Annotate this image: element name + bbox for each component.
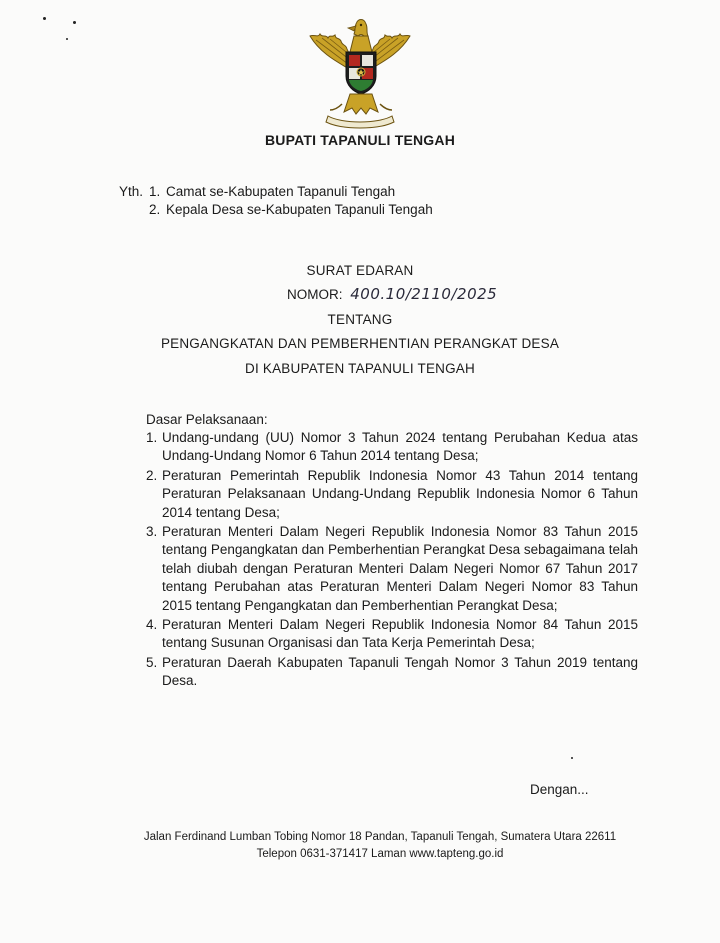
list-item-number: 3. <box>146 524 158 540</box>
continued-marker: Dengan... <box>530 782 589 797</box>
letter-type: SURAT EDARAN <box>306 263 414 278</box>
list-item-number: 1. <box>146 430 158 445</box>
list-item <box>146 467 638 522</box>
addressee-label: Yth. <box>119 184 144 199</box>
list-item-text: Peraturan Menteri Dalam Negeri Republik Indonesia Nomor 83 Tahun 2015 tentang Pengangkatan dan Pemberhentian Perangkat Desa sebagaimana telah telah diubah dengan Peraturan Menteri Dalam Negeri Nomor 67 Tahun 2017 tentang Perubahan atas Peraturan Menteri Dalam Negeri Nomor 83 Tahun 2015 tentang Pengangkatan dan Pemberhentian Perangkat Desa; <box>162 524 638 613</box>
addressee-text: Kepala Desa se-Kabupaten Tapanuli Tengah <box>166 202 433 217</box>
list-item-number: 4. <box>146 617 158 633</box>
addressee-row <box>119 183 433 201</box>
garuda-emblem-icon <box>302 12 418 130</box>
issuer-title: BUPATI TAPANULI TENGAH <box>264 132 456 148</box>
list-item <box>146 429 638 466</box>
addressee-row <box>119 201 433 219</box>
letter-number <box>287 285 497 303</box>
list-item-text: Peraturan Daerah Kabupaten Tapanuli Tengah Nomor 3 Tahun 2019 tentang Desa. <box>162 654 638 689</box>
list-item-text: Peraturan Menteri Dalam Negeri Republik Indonesia Nomor 84 Tahun 2015 tentang Susunan Organisasi dan Tata Kerja Pemerintah Desa; <box>162 617 638 651</box>
list-item <box>146 523 638 615</box>
legal-basis-title: Dasar Pelaksanaan: <box>146 412 268 427</box>
list-item-text: Undang-undang (UU) Nomor 3 Tahun 2024 tentang Perubahan Kedua atas Undang-Undang Nomor 6 Tahun 2014 tentang Desa; <box>162 430 638 464</box>
list-item-number: 5. <box>146 654 158 670</box>
legal-basis-section <box>146 412 638 692</box>
addressee-number: 2. <box>149 202 161 217</box>
addressee-block <box>119 183 433 219</box>
letter-subject-line2: DI KABUPATEN TAPANULI TENGAH <box>245 361 475 376</box>
addressee-text: Camat se-Kabupaten Tapanuli Tengah <box>166 184 396 199</box>
letter-subject-line1: PENGANGKATAN DAN PEMBERHENTIAN PERANGKAT DESA <box>160 336 560 351</box>
footer <box>0 829 720 863</box>
legal-basis-list <box>146 429 638 691</box>
addressee-number: 1. <box>149 184 161 199</box>
letter-number-handwritten: 400.10/2110/2025 <box>350 285 498 303</box>
list-item-number: 2. <box>146 467 158 483</box>
list-item-text: Peraturan Pemerintah Republik Indonesia Nomor 43 Tahun 2014 tentang Peraturan Pelaksanaan Undang-Undang Republik Indonesia Nomor 6 Tahun 2014 tentang Desa; <box>162 467 638 520</box>
list-item <box>146 654 638 691</box>
list-item <box>146 616 638 653</box>
footer-contact: Telepon 0631-371417 Laman www.tapteng.go.id <box>256 848 504 860</box>
footer-address: Jalan Ferdinand Lumban Tobing Nomor 18 Pandan, Tapanuli Tengah, Sumatera Utara 22611 <box>143 831 617 843</box>
letter-number-label: NOMOR: <box>287 287 343 302</box>
letter-about: TENTANG <box>327 312 393 327</box>
